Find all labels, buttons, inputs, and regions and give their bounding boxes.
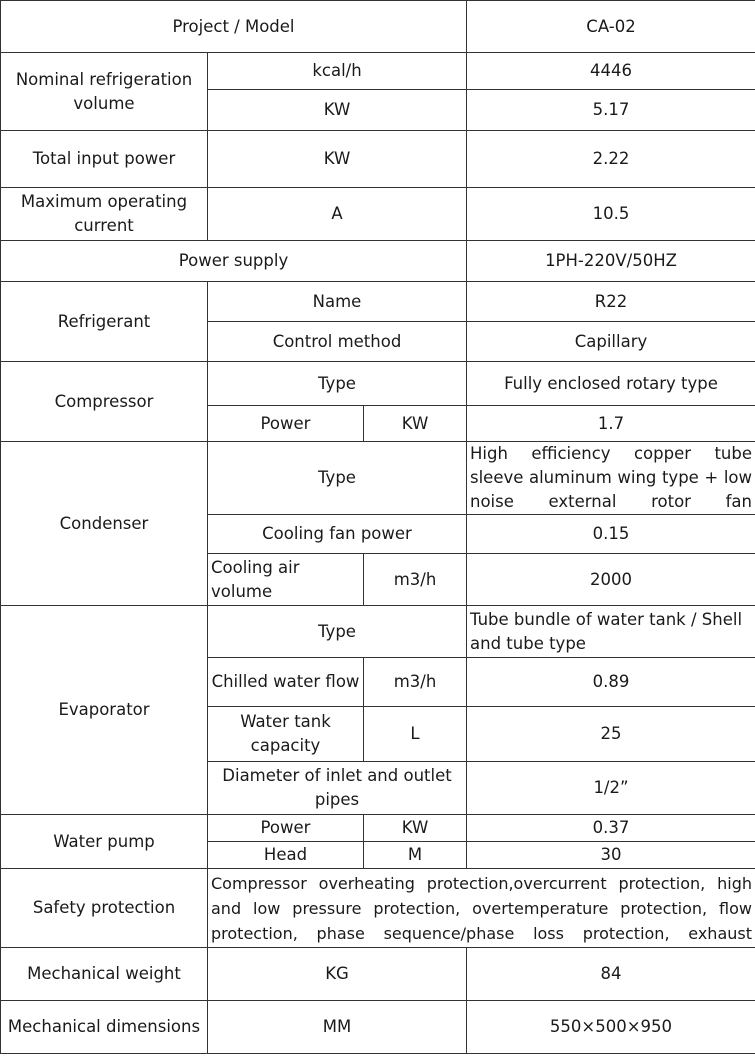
refrigerant-control-label: Control method [208,322,467,362]
evaporator-tank-label: Water tank capacity [208,707,364,762]
safety-value: Compressor overheating protection,overcurrent protection, high and low pressure protection, overtemperature protection, flow protection, phase sequence/phase loss protection, exhaust [208,869,755,948]
condenser-label: Condenser [1,442,208,606]
refrigeration-value-kw: 5.17 [467,90,755,131]
water-pump-row-1 [1,815,755,842]
project-model-label: Project / Model [1,1,467,53]
condenser-fan-power-label: Cooling fan power [208,515,467,554]
evaporator-type-label: Type [208,606,467,658]
dimensions-value: 550×500×950 [467,1001,755,1054]
water-pump-power-value: 0.37 [467,815,755,842]
evaporator-label: Evaporator [1,606,208,815]
condenser-fan-power-value: 0.15 [467,515,755,554]
compressor-label: Compressor [1,362,208,442]
refrigerant-name-value: R22 [467,282,755,322]
weight-row [1,948,755,1001]
water-pump-power-label: Power [208,815,364,842]
evaporator-type-value: Tube bundle of water tank / Shell and tube type [467,606,755,658]
total-input-power-unit: KW [208,131,467,188]
water-pump-power-unit: KW [364,815,467,842]
evaporator-row-1 [1,606,755,658]
refrigerant-control-value: Capillary [467,322,755,362]
refrigerant-label: Refrigerant [1,282,208,362]
dimensions-label: Mechanical dimensions [1,1001,208,1054]
water-pump-head-value: 30 [467,842,755,869]
refrigerant-name-label: Name [208,282,467,322]
total-input-power-row [1,131,755,188]
condenser-row-1 [1,442,755,515]
refrigeration-unit-kcal: kcal/h [208,53,467,90]
condenser-type-label: Type [208,442,467,515]
evaporator-pipe-label: Diameter of inlet and outlet pipes [208,762,467,815]
total-input-power-label: Total input power [1,131,208,188]
evaporator-water-flow-label: Chilled water flow [208,658,364,707]
power-supply-row [1,241,755,282]
max-current-unit: A [208,188,467,241]
weight-unit: KG [208,948,467,1001]
evaporator-pipe-value: 1/2” [467,762,755,815]
compressor-power-label: Power [208,406,364,442]
dimensions-row [1,1001,755,1054]
evaporator-tank-value: 25 [467,707,755,762]
total-input-power-value: 2.22 [467,131,755,188]
max-current-label: Maximum operating current [1,188,208,241]
max-current-row [1,188,755,241]
compressor-type-value: Fully enclosed rotary type [467,362,755,406]
header-row [1,1,755,53]
refrigeration-unit-kw: KW [208,90,467,131]
model-value: CA-02 [467,1,755,53]
dimensions-unit: MM [208,1001,467,1054]
power-supply-value: 1PH-220V/50HZ [467,241,755,282]
refrigeration-value-kcal: 4446 [467,53,755,90]
weight-value: 84 [467,948,755,1001]
refrigeration-row-1 [1,53,755,90]
condenser-air-volume-label: Cooling air volume [208,554,364,606]
compressor-type-label: Type [208,362,467,406]
condenser-air-volume-unit: m3/h [364,554,467,606]
compressor-power-value: 1.7 [467,406,755,442]
condenser-type-value: High efficiency copper tube sleeve aluminum wing type + low noise external rotor fan [467,442,755,515]
water-pump-label: Water pump [1,815,208,869]
evaporator-water-flow-value: 0.89 [467,658,755,707]
safety-row [1,869,755,948]
safety-label: Safety protection [1,869,208,948]
nominal-refrigeration-label: Nominal refrigeration volume [1,53,208,131]
water-pump-head-unit: M [364,842,467,869]
weight-label: Mechanical weight [1,948,208,1001]
water-pump-head-label: Head [208,842,364,869]
refrigerant-row-1 [1,282,755,322]
evaporator-water-flow-unit: m3/h [364,658,467,707]
power-supply-label: Power supply [1,241,467,282]
max-current-value: 10.5 [467,188,755,241]
condenser-air-volume-value: 2000 [467,554,755,606]
compressor-power-unit: KW [364,406,467,442]
evaporator-tank-unit: L [364,707,467,762]
compressor-row-1 [1,362,755,406]
